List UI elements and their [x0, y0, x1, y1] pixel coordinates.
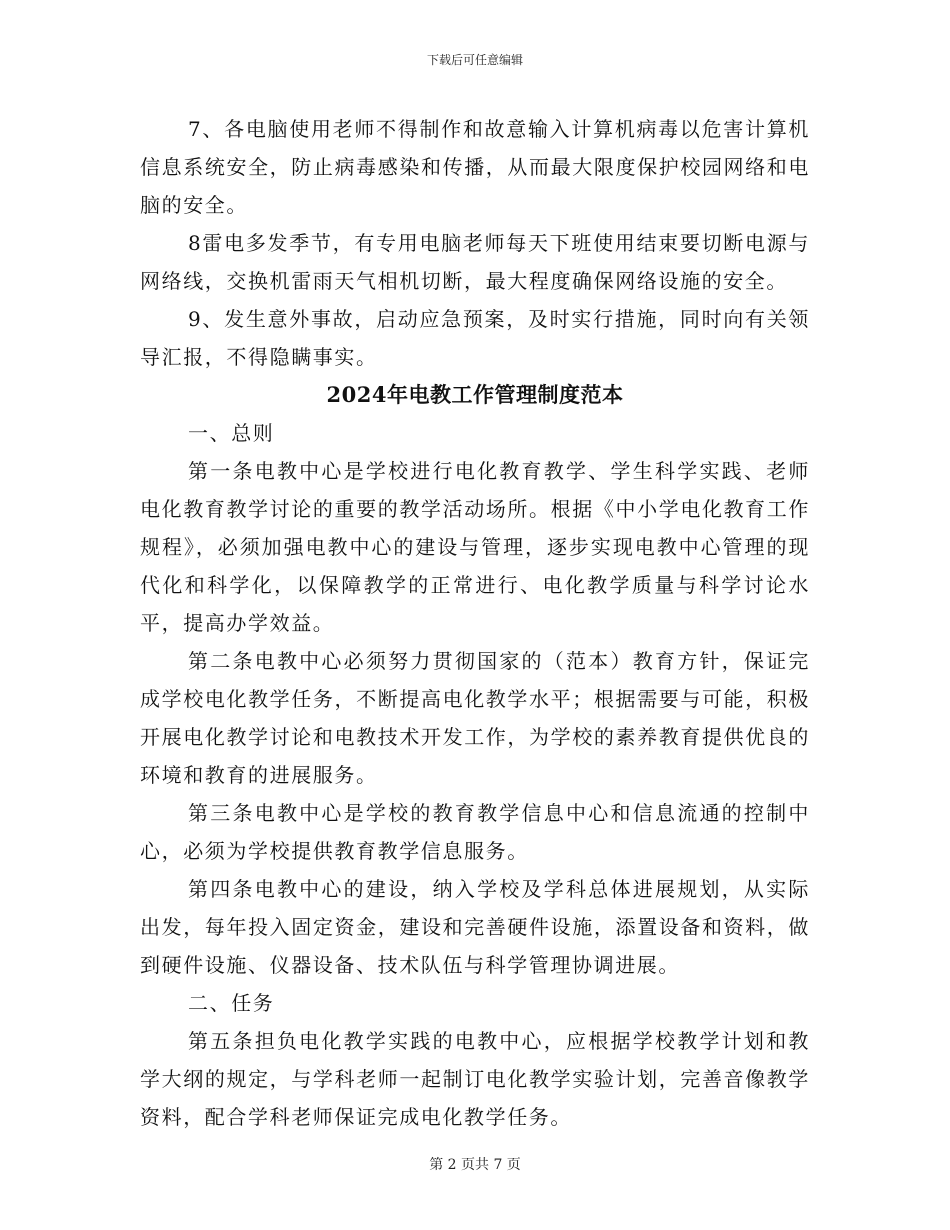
page-header: 下载后可任意编辑 [426, 53, 523, 67]
article-2-paragraph: 第二条电教中心必须努力贯彻国家的（范本）教育方针，保证完成学校电化教学任务，不断提高电化教学水平；根据需要与可能，积极开展电化教学讨论和电教技术开发工作，为学校的素养教育提供优良的环境和教育的进展服务。 [140, 649, 810, 787]
document-body [140, 110, 810, 1136]
paragraph-item-9: 9、发生意外事故，启动应急预案，及时实行措施，同时向有关领导汇报，不得隐瞒事实。 [140, 307, 810, 369]
article-4-paragraph: 第四条电教中心的建设，纳入学校及学科总体进展规划，从实际出发，每年投入固定资金，建设和完善硬件设施，添置设备和资料，做到硬件设施、仪器设备、技术队伍与科学管理协调进展。 [140, 877, 810, 977]
section-heading-general: 一、总则 [188, 421, 275, 445]
article-5-paragraph: 第五条担负电化教学实践的电教中心，应根据学校教学计划和教学大纲的规定，与学科老师一起制订电化教学实验计划，完善音像教学资料，配合学科老师保证完成电化教学任务。 [140, 1029, 810, 1129]
paragraph-item-8: 8雷电多发季节，有专用电脑老师每天下班使用结束要切断电源与网络线，交换机雷雨天气相机切断，最大程度确保网络设施的安全。 [140, 231, 810, 293]
article-1-paragraph: 第一条电教中心是学校进行电化教育教学、学生科学实践、老师电化教育教学讨论的重要的教学活动场所。根据《中小学电化教育工作规程》，必须加强电教中心的建设与管理，逐步实现电教中心管理的现代化和科学化，以保障教学的正常进行、电化教学质量与科学讨论水平，提高办学效益。 [140, 459, 810, 635]
document-title: 2024年电教工作管理制度范本 [326, 382, 624, 407]
page-number-footer: 第 2 页共 7 页 [429, 1157, 521, 1173]
section-heading-tasks: 二、任务 [188, 991, 275, 1015]
paragraph-item-7: 7、各电脑使用老师不得制作和故意输入计算机病毒以危害计算机信息系统安全，防止病毒感染和传播，从而最大限度保护校园网络和电脑的安全。 [140, 117, 810, 217]
article-3-paragraph: 第三条电教中心是学校的教育教学信息中心和信息流通的控制中心，必须为学校提供教育教学信息服务。 [140, 801, 810, 863]
